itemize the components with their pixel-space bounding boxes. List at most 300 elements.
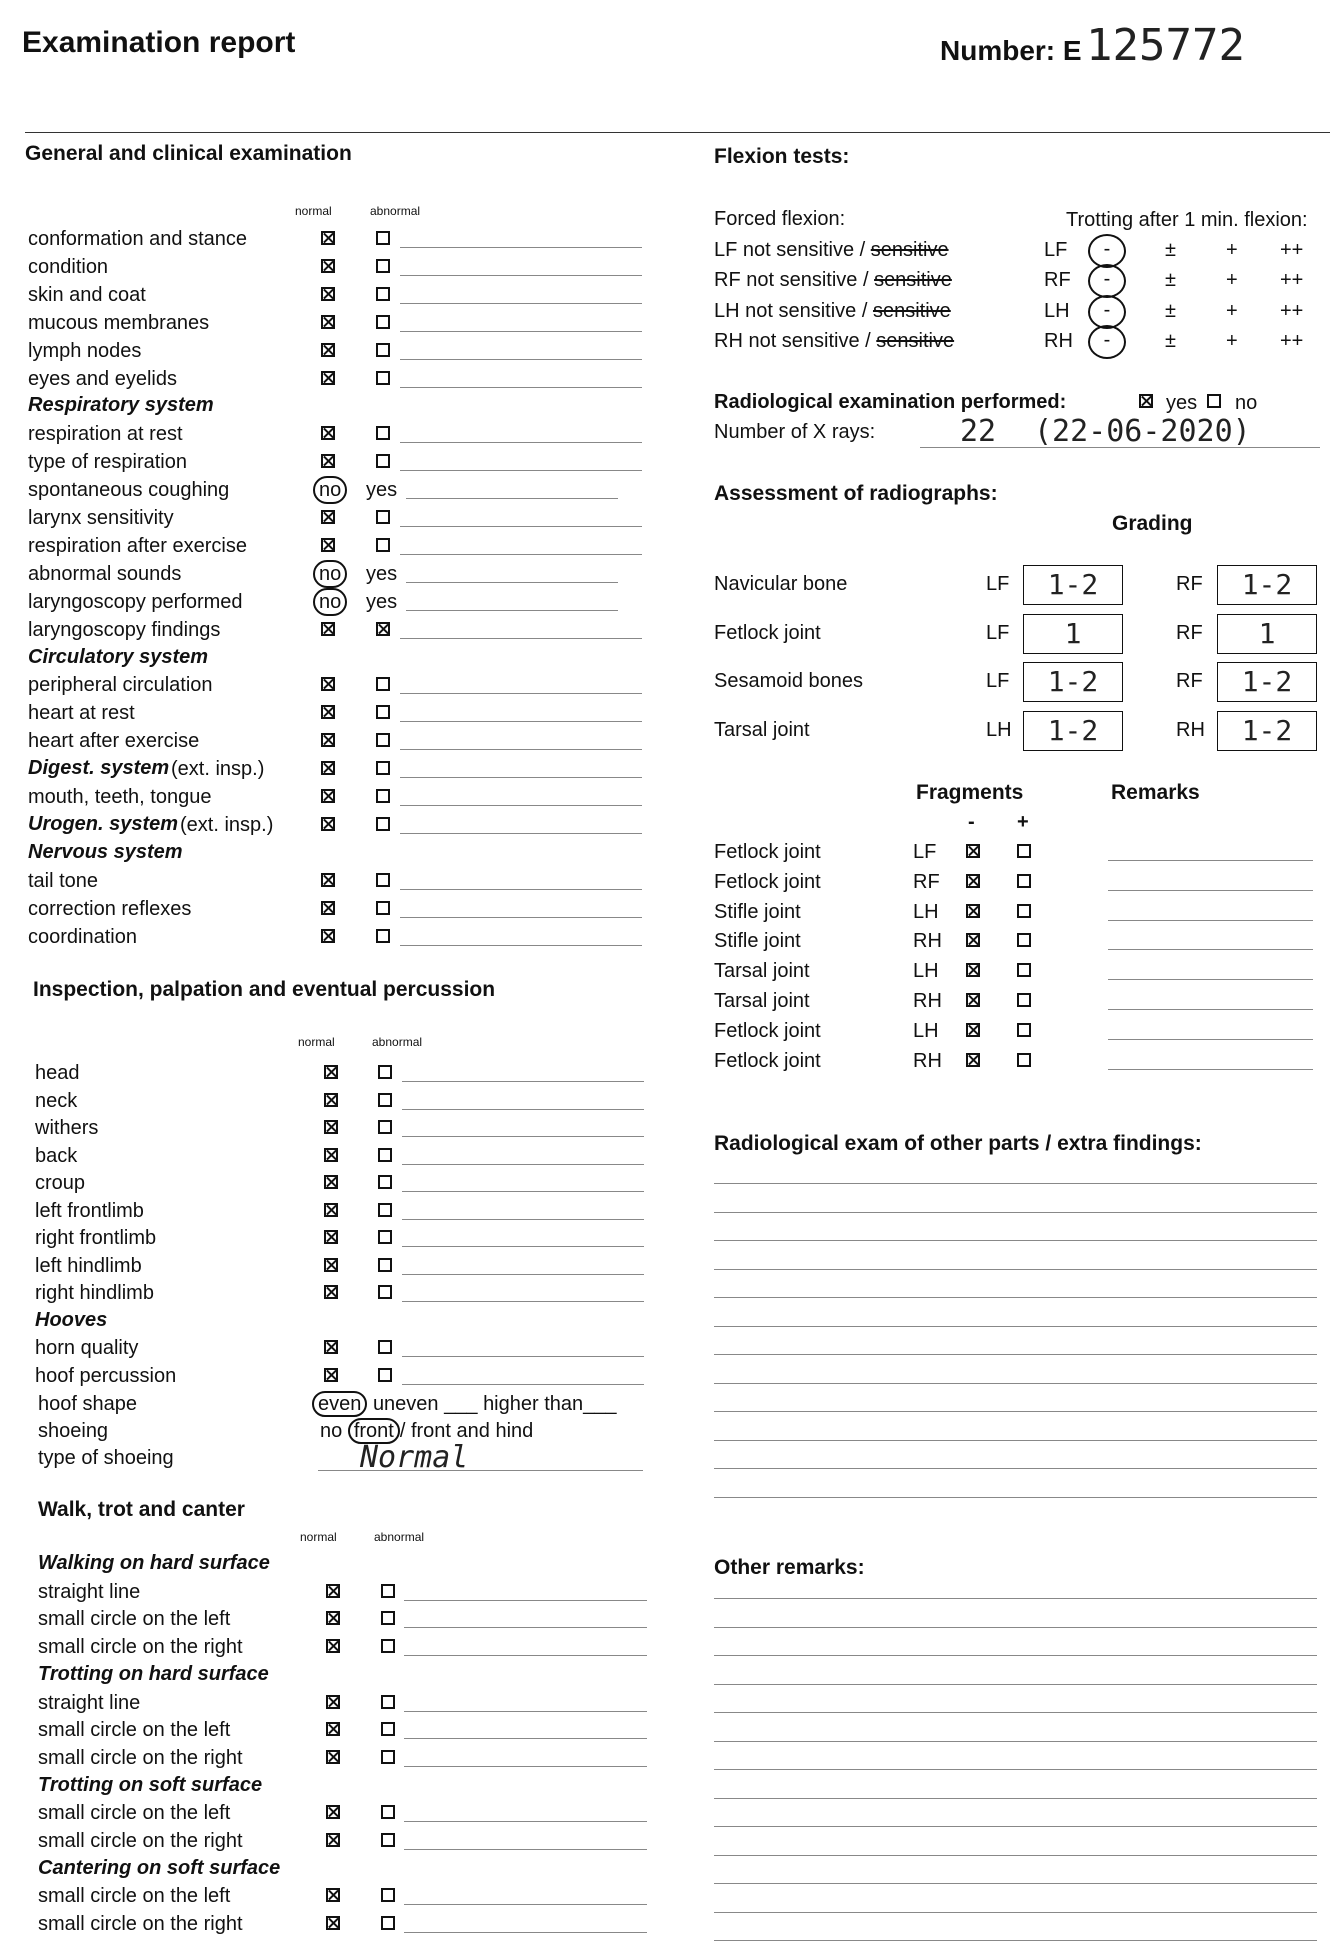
other-remarks-line[interactable] xyxy=(714,1684,1317,1685)
extra-findings-line[interactable] xyxy=(714,1468,1317,1469)
general-abnormal-line xyxy=(400,359,642,360)
general-no-option[interactable]: no xyxy=(313,588,347,616)
flexion-not-sensitive: LH not sensitive / xyxy=(714,299,873,322)
other-parts-title: Radiological exam of other parts / extra findings: xyxy=(714,1132,1202,1155)
general-abnormal-checkbox[interactable] xyxy=(376,705,390,719)
walk-abnormal-checkbox[interactable] xyxy=(381,1888,395,1902)
shoeing-no[interactable]: no xyxy=(320,1420,343,1442)
fragments-title: Fragments xyxy=(916,781,1024,804)
inspection-row-label: head xyxy=(35,1062,80,1084)
inspection-abnormal-checkbox[interactable] xyxy=(378,1285,392,1299)
header-divider xyxy=(25,132,1330,133)
inspection-abnormal-checkbox[interactable] xyxy=(378,1258,392,1272)
general-row-label: tail tone xyxy=(28,869,99,892)
fragment-minus-checkbox[interactable] xyxy=(966,874,980,888)
flexion-grade-option[interactable]: ++ xyxy=(1280,299,1304,322)
general-row-label: eyes and eyelids xyxy=(28,367,177,390)
fragment-leg: LH xyxy=(913,960,939,983)
general-normal-checkbox[interactable] xyxy=(321,901,335,915)
general-abnormal-checkbox[interactable] xyxy=(376,343,390,357)
walk-abnormal-line xyxy=(404,1655,647,1656)
general-row-label: peripheral circulation xyxy=(28,674,213,697)
walk-col-normal: normal xyxy=(300,1530,337,1544)
radiology-yes-checkbox[interactable] xyxy=(1139,394,1153,408)
general-row-suffix: (ext. insp.) xyxy=(180,813,274,836)
fragment-plus-checkbox[interactable] xyxy=(1017,1053,1031,1067)
flexion-grade-option[interactable]: ± xyxy=(1165,239,1176,261)
type-of-shoeing-label: type of shoeing xyxy=(38,1447,174,1469)
walk-normal-checkbox[interactable] xyxy=(326,1750,340,1764)
assessment-leg1: LF xyxy=(986,670,1010,692)
extra-findings-line[interactable] xyxy=(714,1212,1317,1213)
walk-abnormal-checkbox[interactable] xyxy=(381,1639,395,1653)
general-abnormal-checkbox[interactable] xyxy=(376,929,390,943)
walk-abnormal-checkbox[interactable] xyxy=(381,1695,395,1709)
fragment-row-label: Tarsal joint xyxy=(714,990,810,1012)
inspection-abnormal-checkbox[interactable] xyxy=(378,1340,392,1354)
flexion-grade-option[interactable]: ± xyxy=(1165,269,1176,292)
general-normal-checkbox[interactable] xyxy=(321,789,335,803)
hoof-shape-higher[interactable]: higher than xyxy=(483,1393,584,1415)
walk-row-label: small circle on the right xyxy=(38,1746,243,1769)
general-abnormal-checkbox[interactable] xyxy=(376,901,390,915)
general-normal-checkbox[interactable] xyxy=(321,426,335,440)
flexion-grade-option[interactable]: ± xyxy=(1165,329,1176,352)
walk-normal-checkbox[interactable] xyxy=(326,1722,340,1736)
number-value: 125772 xyxy=(1086,20,1245,71)
flexion-title: Flexion tests: xyxy=(714,145,850,168)
flexion-grade-option[interactable]: ++ xyxy=(1280,239,1304,261)
general-abnormal-checkbox[interactable] xyxy=(376,733,390,747)
fragment-row-label: Fetlock joint xyxy=(714,841,821,863)
fragment-leg: RF xyxy=(913,870,940,893)
inspection-row-label: right frontlimb xyxy=(35,1227,157,1249)
other-remarks-title: Other remarks: xyxy=(714,1556,865,1579)
assessment-leg2: RF xyxy=(1176,670,1203,692)
inspection-normal-checkbox[interactable] xyxy=(324,1340,338,1354)
walk-abnormal-checkbox[interactable] xyxy=(381,1722,395,1736)
general-abnormal-line xyxy=(400,833,642,834)
fragment-row-label: Fetlock joint xyxy=(714,870,821,893)
hoof-shape-uneven[interactable]: uneven xyxy=(372,1393,439,1415)
flexion-sensitive-struck: sensitive xyxy=(874,269,952,292)
walk-normal-checkbox[interactable] xyxy=(326,1833,340,1847)
walk-row-label: small circle on the right xyxy=(38,1636,243,1659)
general-abnormal-line xyxy=(406,582,618,583)
general-normal-checkbox[interactable] xyxy=(321,287,335,301)
assessment-leg1: LF xyxy=(986,621,1010,644)
radiology-yes-label: yes xyxy=(1166,392,1198,414)
general-row-label: respiration at rest xyxy=(28,423,183,446)
inspection-col-normal: normal xyxy=(298,1035,335,1049)
general-abnormal-line xyxy=(400,554,642,555)
general-abnormal-line xyxy=(400,749,642,750)
walk-abnormal-checkbox[interactable] xyxy=(381,1584,395,1598)
general-normal-checkbox[interactable] xyxy=(321,259,335,273)
general-abnormal-line xyxy=(400,247,642,248)
fragment-remark-line xyxy=(1108,1069,1313,1070)
extra-findings-line[interactable] xyxy=(714,1411,1317,1412)
flexion-grade-option[interactable]: ++ xyxy=(1280,269,1304,292)
assessment-grade-field[interactable]: 1 xyxy=(1023,614,1123,654)
fragment-minus-checkbox[interactable] xyxy=(966,1053,980,1067)
general-abnormal-line xyxy=(406,498,618,499)
other-remarks-line[interactable] xyxy=(714,1912,1317,1913)
flexion-negative-circled[interactable]: - xyxy=(1088,295,1126,329)
assessment-row-label: Sesamoid bones xyxy=(714,670,863,692)
other-remarks-line[interactable] xyxy=(714,1883,1317,1884)
flexion-not-sensitive: RH not sensitive / xyxy=(714,329,877,352)
page-title: Examination report xyxy=(22,26,296,59)
general-row-label: correction reflexes xyxy=(28,897,192,920)
inspection-row-label: neck xyxy=(35,1089,78,1112)
fragment-row-label: Fetlock joint xyxy=(714,1019,821,1042)
assessment-grade-field[interactable]: 1-2 xyxy=(1023,711,1123,751)
walk-abnormal-line xyxy=(404,1738,647,1739)
walk-row-label: Trotting on hard surface xyxy=(38,1662,269,1685)
flexion-negative-circled[interactable]: - xyxy=(1088,264,1126,298)
forced-flexion-label: Forced flexion: xyxy=(714,208,846,230)
general-abnormal-line xyxy=(400,693,642,694)
fragment-leg: LH xyxy=(913,900,939,923)
extra-findings-line[interactable] xyxy=(714,1354,1317,1355)
walk-col-abnormal: abnormal xyxy=(374,1530,425,1544)
flexion-leg-label: LH xyxy=(1044,299,1070,322)
walk-abnormal-line xyxy=(404,1904,647,1905)
general-abnormal-checkbox[interactable] xyxy=(376,454,390,468)
walk-abnormal-checkbox[interactable] xyxy=(381,1833,395,1847)
fragment-remark-line xyxy=(1108,979,1313,980)
general-normal-checkbox[interactable] xyxy=(321,538,335,552)
fragment-minus-checkbox[interactable] xyxy=(966,933,980,947)
general-row-label: skin and coat xyxy=(28,283,146,306)
walk-normal-checkbox[interactable] xyxy=(326,1695,340,1709)
fragment-plus-checkbox[interactable] xyxy=(1017,874,1031,888)
walk-row-label: small circle on the right xyxy=(38,1913,243,1936)
assessment-row-label: Navicular bone xyxy=(714,573,848,595)
fragment-plus-checkbox[interactable] xyxy=(1017,844,1031,858)
extra-findings-line[interactable] xyxy=(714,1183,1317,1184)
general-abnormal-checkbox[interactable] xyxy=(376,538,390,552)
fragment-plus-checkbox[interactable] xyxy=(1017,933,1031,947)
general-normal-checkbox[interactable] xyxy=(321,622,335,636)
inspection-abnormal-checkbox[interactable] xyxy=(378,1368,392,1382)
walk-abnormal-checkbox[interactable] xyxy=(381,1611,395,1625)
walk-normal-checkbox[interactable] xyxy=(326,1888,340,1902)
general-row-label: coordination xyxy=(28,925,137,948)
inspection-abnormal-line xyxy=(402,1081,644,1082)
other-remarks-line[interactable] xyxy=(714,1598,1317,1599)
walk-normal-checkbox[interactable] xyxy=(326,1611,340,1625)
walk-normal-checkbox[interactable] xyxy=(326,1584,340,1598)
shoeing-front-hind[interactable]: / front and hind xyxy=(399,1420,534,1442)
inspection-abnormal-checkbox[interactable] xyxy=(378,1065,392,1079)
type-of-shoeing-line xyxy=(318,1470,643,1471)
assessment-grade-field[interactable]: 1-2 xyxy=(1023,565,1123,605)
other-remarks-line[interactable] xyxy=(714,1769,1317,1770)
general-row-label: lymph nodes xyxy=(28,339,142,362)
flexion-leg-label: LF xyxy=(1044,239,1068,261)
general-abnormal-line xyxy=(400,470,642,471)
assessment-grade-field[interactable]: 1-2 xyxy=(1217,565,1317,605)
fragment-plus-checkbox[interactable] xyxy=(1017,904,1031,918)
general-abnormal-checkbox[interactable] xyxy=(376,259,390,273)
other-remarks-line[interactable] xyxy=(714,1798,1317,1799)
general-yes-option[interactable]: yes xyxy=(366,479,398,502)
inspection-abnormal-checkbox[interactable] xyxy=(378,1175,392,1189)
inspection-normal-checkbox[interactable] xyxy=(324,1203,338,1217)
inspection-normal-checkbox[interactable] xyxy=(324,1285,338,1299)
general-row-label: type of respiration xyxy=(28,451,187,474)
inspection-abnormal-line xyxy=(402,1191,644,1192)
general-normal-checkbox[interactable] xyxy=(321,343,335,357)
other-remarks-line[interactable] xyxy=(714,1655,1317,1656)
shoeing-front[interactable]: front xyxy=(348,1418,400,1444)
flexion-grade-option[interactable]: + xyxy=(1226,329,1238,352)
inspection-normal-checkbox[interactable] xyxy=(324,1258,338,1272)
general-row-label: mouth, teeth, tongue xyxy=(28,786,212,808)
general-no-option[interactable]: no xyxy=(313,560,347,588)
inspection-abnormal-checkbox[interactable] xyxy=(378,1203,392,1217)
other-remarks-line[interactable] xyxy=(714,1741,1317,1742)
general-abnormal-line xyxy=(400,889,642,890)
assessment-row-label: Tarsal joint xyxy=(714,718,810,741)
general-abnormal-checkbox[interactable] xyxy=(376,426,390,440)
xrays-label: Number of X rays: xyxy=(714,421,876,443)
walk-normal-checkbox[interactable] xyxy=(326,1805,340,1819)
general-abnormal-checkbox[interactable] xyxy=(376,510,390,524)
general-col-normal: normal xyxy=(295,204,332,218)
assessment-grade-field[interactable]: 1-2 xyxy=(1023,662,1123,702)
general-row-label: conformation and stance xyxy=(28,228,248,250)
fragment-remark-line xyxy=(1108,1039,1313,1040)
inspection-normal-checkbox[interactable] xyxy=(324,1230,338,1244)
general-row-label: Circulatory system xyxy=(28,645,209,668)
general-row-label: Digest. system xyxy=(28,757,170,780)
walk-abnormal-line xyxy=(404,1766,647,1767)
fragment-minus-checkbox[interactable] xyxy=(966,1023,980,1037)
assessment-grade-field[interactable]: 1 xyxy=(1217,614,1317,654)
general-abnormal-line xyxy=(400,331,642,332)
flexion-row-label xyxy=(714,329,954,353)
extra-findings-line[interactable] xyxy=(714,1326,1317,1327)
walk-row-label: small circle on the left xyxy=(38,1802,231,1825)
extra-findings-line[interactable] xyxy=(714,1497,1317,1498)
flexion-grade-option[interactable]: + xyxy=(1226,239,1238,261)
walk-abnormal-line xyxy=(404,1821,647,1822)
fragment-plus-checkbox[interactable] xyxy=(1017,963,1031,977)
xrays-line xyxy=(920,447,1320,448)
fragment-leg: RH xyxy=(913,1049,942,1072)
extra-findings-line[interactable] xyxy=(714,1269,1317,1270)
inspection-normal-checkbox[interactable] xyxy=(324,1175,338,1189)
extra-findings-line[interactable] xyxy=(714,1297,1317,1298)
general-normal-checkbox[interactable] xyxy=(321,454,335,468)
fragment-plus-checkbox[interactable] xyxy=(1017,993,1031,1007)
general-abnormal-line xyxy=(400,387,642,388)
general-abnormal-line xyxy=(406,610,618,611)
hoof-shape-even[interactable]: even xyxy=(312,1391,367,1417)
flexion-grade-option[interactable]: ++ xyxy=(1280,329,1304,352)
general-abnormal-checkbox[interactable] xyxy=(376,677,390,691)
inspection-abnormal-checkbox[interactable] xyxy=(378,1230,392,1244)
radiology-performed-label: Radiological examination performed: xyxy=(714,391,1067,413)
walk-abnormal-checkbox[interactable] xyxy=(381,1750,395,1764)
general-abnormal-checkbox[interactable] xyxy=(376,287,390,301)
assessment-grade-field[interactable]: 1-2 xyxy=(1217,662,1317,702)
walk-normal-checkbox[interactable] xyxy=(326,1639,340,1653)
flexion-sensitive-struck: sensitive xyxy=(876,329,955,352)
fragment-remark-line xyxy=(1108,890,1313,891)
inspection-normal-checkbox[interactable] xyxy=(324,1120,338,1134)
walk-title: Walk, trot and canter xyxy=(38,1498,245,1521)
flexion-grade-option[interactable]: + xyxy=(1226,299,1238,322)
inspection-normal-checkbox[interactable] xyxy=(324,1065,338,1079)
other-remarks-line[interactable] xyxy=(714,1826,1317,1827)
inspection-row-label: left hindlimb xyxy=(35,1254,142,1277)
fragment-remark-line xyxy=(1108,860,1313,861)
walk-row-label: small circle on the right xyxy=(38,1830,243,1852)
walk-row-label: small circle on the left xyxy=(38,1885,231,1908)
flexion-negative-circled[interactable]: - xyxy=(1088,234,1126,268)
general-abnormal-line xyxy=(400,805,642,806)
general-normal-checkbox[interactable] xyxy=(321,231,335,245)
assessment-row-label: Fetlock joint xyxy=(714,621,821,644)
inspection-normal-checkbox[interactable] xyxy=(324,1093,338,1107)
fragment-minus-checkbox[interactable] xyxy=(966,904,980,918)
general-normal-checkbox[interactable] xyxy=(321,705,335,719)
inspection-normal-checkbox[interactable] xyxy=(324,1148,338,1162)
general-row-label: larynx sensitivity xyxy=(28,507,174,529)
radiology-performed xyxy=(714,390,1066,414)
fragment-minus-checkbox[interactable] xyxy=(966,844,980,858)
inspection-row-label: withers xyxy=(35,1117,99,1139)
inspection-row-label: croup xyxy=(35,1172,86,1194)
inspection-abnormal-checkbox[interactable] xyxy=(378,1093,392,1107)
walk-abnormal-line xyxy=(404,1600,647,1601)
walk-abnormal-line xyxy=(404,1932,647,1933)
assessment-title: Assessment of radiographs: xyxy=(714,482,998,505)
extra-findings-line[interactable] xyxy=(714,1383,1317,1384)
general-row-label: Urogen. system xyxy=(28,812,179,835)
general-row-label: spontaneous coughing xyxy=(28,479,230,502)
fragment-plus-checkbox[interactable] xyxy=(1017,1023,1031,1037)
walk-abnormal-line xyxy=(404,1849,647,1850)
general-abnormal-checkbox[interactable] xyxy=(376,371,390,385)
general-normal-checkbox[interactable] xyxy=(321,929,335,943)
flexion-sensitive-struck: sensitive xyxy=(870,239,949,261)
general-abnormal-checkbox[interactable] xyxy=(376,622,390,636)
general-abnormal-checkbox[interactable] xyxy=(376,817,390,831)
flexion-leg-label: RF xyxy=(1044,269,1071,292)
general-normal-checkbox[interactable] xyxy=(321,371,335,385)
flexion-negative-circled[interactable]: - xyxy=(1088,325,1126,359)
inspection-abnormal-line xyxy=(402,1219,644,1220)
general-normal-checkbox[interactable] xyxy=(321,677,335,691)
walk-row-label: Walking on hard surface xyxy=(38,1552,270,1574)
general-no-option[interactable]: no xyxy=(313,476,347,504)
general-abnormal-checkbox[interactable] xyxy=(376,231,390,245)
inspection-normal-checkbox[interactable] xyxy=(324,1368,338,1382)
inspection-title: Inspection, palpation and eventual percussion xyxy=(33,978,496,1001)
general-row-label: Respiratory system xyxy=(28,394,214,417)
general-row-label: condition xyxy=(28,255,109,278)
assessment-leg1: LF xyxy=(986,573,1010,595)
report-number xyxy=(940,20,1245,71)
extra-findings-line[interactable] xyxy=(714,1440,1317,1441)
inspection-abnormal-line xyxy=(402,1136,644,1137)
walk-row-label: Trotting on soft surface xyxy=(38,1773,263,1796)
assessment-leg2: RH xyxy=(1176,718,1205,741)
walk-abnormal-line xyxy=(404,1711,647,1712)
general-abnormal-checkbox[interactable] xyxy=(376,315,390,329)
xrays-count[interactable]: 22 xyxy=(960,414,997,449)
general-yes-option[interactable]: yes xyxy=(366,562,398,585)
walk-abnormal-checkbox[interactable] xyxy=(381,1916,395,1930)
number-label: Number: E xyxy=(940,35,1082,66)
other-remarks-line[interactable] xyxy=(714,1712,1317,1713)
general-abnormal-line xyxy=(400,442,642,443)
other-remarks-line[interactable] xyxy=(714,1627,1317,1628)
fragment-row-label: Fetlock joint xyxy=(714,1049,821,1072)
inspection-row-label: back xyxy=(35,1144,78,1167)
fragment-remark-line xyxy=(1108,920,1313,921)
fragment-minus-checkbox[interactable] xyxy=(966,993,980,1007)
fragment-minus-checkbox[interactable] xyxy=(966,963,980,977)
fragments-plus: + xyxy=(1017,811,1029,833)
general-abnormal-line xyxy=(400,777,642,778)
general-abnormal-line xyxy=(400,303,642,304)
other-remarks-line[interactable] xyxy=(714,1855,1317,1856)
inspection-abnormal-checkbox[interactable] xyxy=(378,1148,392,1162)
type-of-shoeing-value[interactable]: Normal xyxy=(360,1440,469,1475)
general-yes-option[interactable]: yes xyxy=(366,590,398,613)
inspection-abnormal-line xyxy=(402,1109,644,1110)
inspection-row-label: right hindlimb xyxy=(35,1282,154,1304)
assessment-grade-field[interactable]: 1-2 xyxy=(1217,711,1317,751)
trotting-after-flexion-label: Trotting after 1 min. flexion: xyxy=(1066,209,1308,231)
walk-normal-checkbox[interactable] xyxy=(326,1916,340,1930)
inspection-row-label: Hooves xyxy=(35,1308,108,1331)
general-row-label: Nervous system xyxy=(28,840,183,863)
flexion-grade-option[interactable]: ± xyxy=(1165,299,1176,322)
general-title: General and clinical examination xyxy=(25,142,352,165)
general-normal-checkbox[interactable] xyxy=(321,315,335,329)
general-abnormal-checkbox[interactable] xyxy=(376,789,390,803)
general-normal-checkbox[interactable] xyxy=(321,817,335,831)
fragment-remark-line xyxy=(1108,1009,1313,1010)
other-remarks-line[interactable] xyxy=(714,1940,1317,1941)
general-normal-checkbox[interactable] xyxy=(321,510,335,524)
extra-findings-line[interactable] xyxy=(714,1240,1317,1241)
fragment-row-label: Stifle joint xyxy=(714,930,801,953)
inspection-abnormal-checkbox[interactable] xyxy=(378,1120,392,1134)
flexion-not-sensitive: LF not sensitive / xyxy=(714,239,871,261)
xrays-date[interactable]: (22-06-2020) xyxy=(1034,414,1251,449)
fragments-minus: - xyxy=(968,811,975,833)
general-abnormal-checkbox[interactable] xyxy=(376,873,390,887)
general-normal-checkbox[interactable] xyxy=(321,761,335,775)
general-abnormal-checkbox[interactable] xyxy=(376,761,390,775)
inspection-col-abnormal: abnormal xyxy=(372,1035,423,1049)
radiology-no-checkbox[interactable] xyxy=(1207,394,1221,408)
walk-abnormal-checkbox[interactable] xyxy=(381,1805,395,1819)
general-normal-checkbox[interactable] xyxy=(321,873,335,887)
flexion-grade-option[interactable]: + xyxy=(1226,269,1238,292)
general-normal-checkbox[interactable] xyxy=(321,733,335,747)
inspection-abnormal-line xyxy=(402,1274,644,1275)
assessment-leg1: LH xyxy=(986,718,1012,741)
